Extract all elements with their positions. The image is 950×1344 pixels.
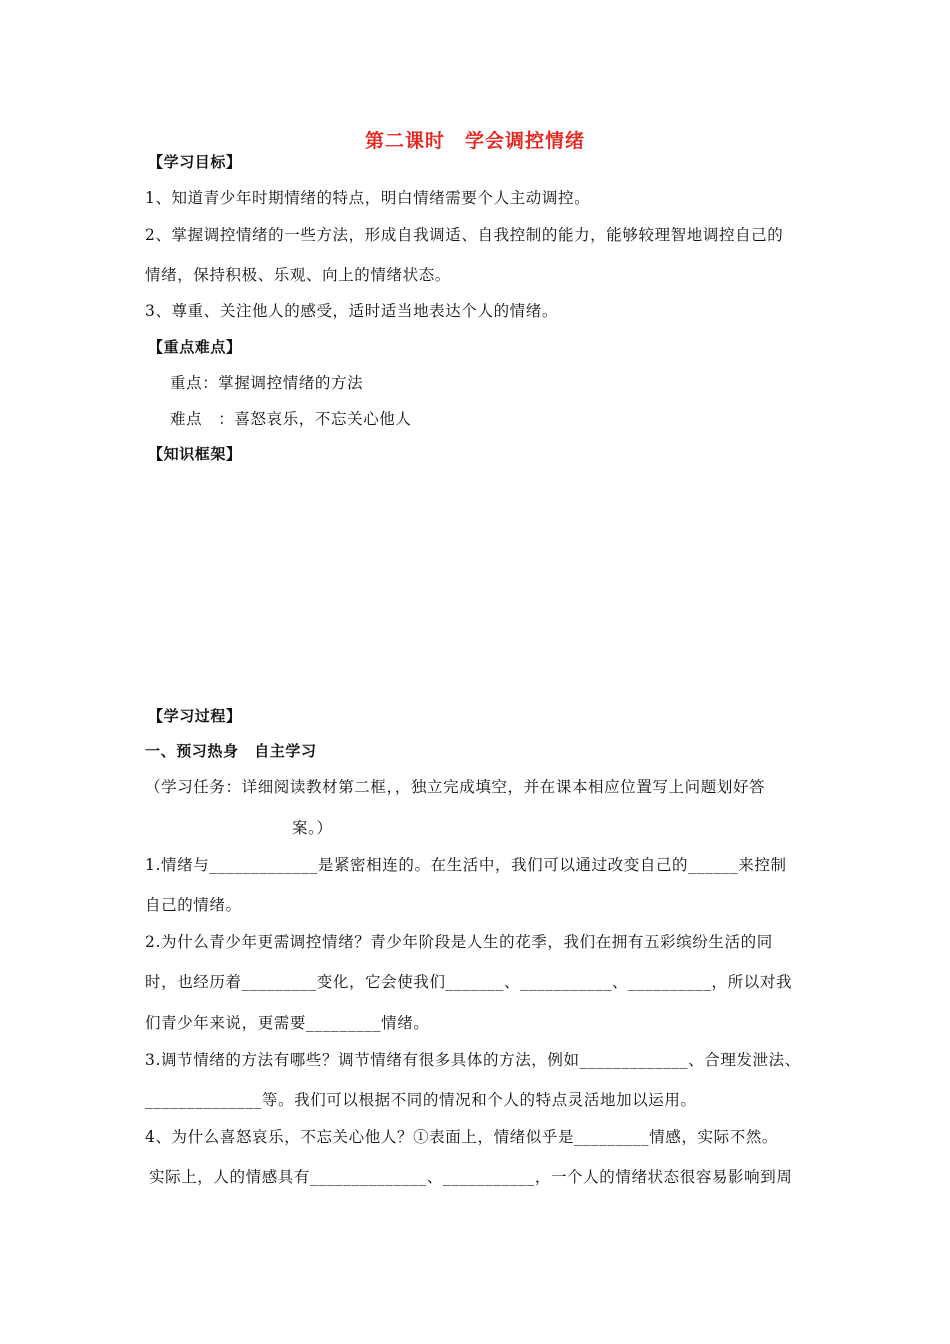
question-2-line: 时，也经历着_________变化，它会使我们_______、___________、__________，所以对我 xyxy=(145,973,793,991)
objective-line: 3、尊重、关注他人的感受，适时适当地表达个人的情绪。 xyxy=(145,302,558,320)
task-line: 案。） xyxy=(292,819,333,837)
objective-line: 1、知道青少年时期情绪的特点，明白情绪需要个人主动调控。 xyxy=(145,189,591,207)
question-2-line: 们青少年来说，更需要_________情绪。 xyxy=(145,1014,430,1032)
objectives-heading: 【学习目标】 xyxy=(148,153,242,171)
question-4-line: 4、为什么喜怒哀乐，不忘关心他人？①表面上，情绪似乎是_________情感，实际不然。 xyxy=(145,1128,779,1146)
question-1-line: 自己的情绪。 xyxy=(145,896,242,914)
key-point: 重点：掌握调控情绪的方法 xyxy=(170,374,364,392)
framework-heading: 【知识框架】 xyxy=(148,445,242,463)
process-heading: 【学习过程】 xyxy=(148,707,242,725)
objective-line: 2、掌握调控情绪的一些方法，形成自我调适、自我控制的能力，能够较理智地调控自己的 xyxy=(145,226,784,244)
difficult-point: 难点 ：喜怒哀乐，不忘关心他人 xyxy=(170,410,412,428)
part1-heading: 一、预习热身 自主学习 xyxy=(145,742,317,760)
task-line: （学习任务：详细阅读教材第二框，，独立完成填空，并在课本相应位置写上问题划好答 xyxy=(145,778,766,796)
question-3-line: ______________等。我们可以根据不同的情况和个人的特点灵活地加以运用。 xyxy=(145,1091,697,1109)
question-2-line: 2.为什么青少年更需调控情绪？青少年阶段是人生的花季，我们在拥有五彩缤纷生活的同 xyxy=(145,933,773,951)
key-points-heading: 【重点难点】 xyxy=(148,338,242,356)
page-title: 第二课时 学会调控情绪 xyxy=(364,130,585,152)
question-3-line: 3.调节情绪的方法有哪些？调节情绪有很多具体的方法，例如_____________、合理发泄法、 xyxy=(145,1051,801,1069)
objective-line: 情绪，保持积极、乐观、向上的情绪状态。 xyxy=(145,266,451,284)
question-4-line: 实际上，人的情感具有______________、___________，一个人的情绪状态很容易影响到周 xyxy=(149,1168,793,1186)
question-1-line: 1.情绪与_____________是紧密相连的。在生活中，我们可以通过改变自己的______来控制 xyxy=(145,856,787,874)
